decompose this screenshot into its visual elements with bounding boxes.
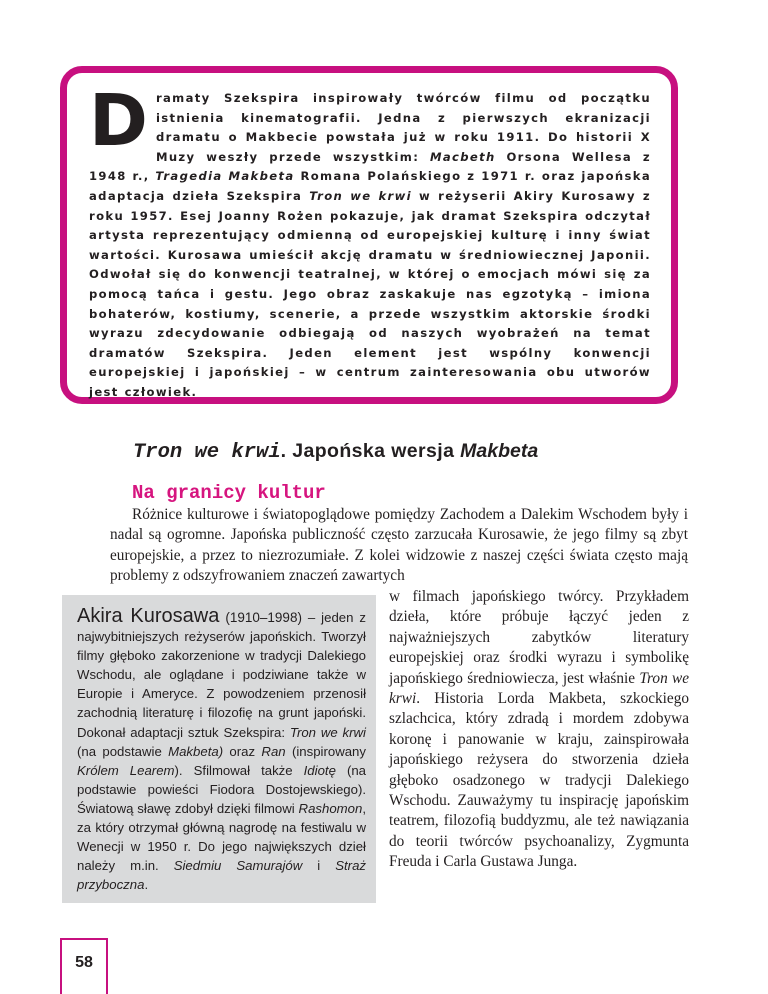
- section-title-italic: Tron we krwi: [133, 441, 281, 464]
- drop-cap: D: [89, 79, 148, 162]
- bio-film: Makbeta): [168, 743, 224, 759]
- bio-text-part: , za który otrzymał główną nagrodę na festiwalu w Wenecji w 1950 r. Do jego największych dzieł należy m.in.: [77, 800, 366, 874]
- intro-box: [60, 66, 678, 404]
- bio-text-part: ). Sfilmował także: [174, 762, 304, 778]
- bio-text-part: – jeden z najwybitniejszych reżyserów japońskich. Tworzył filmy głęboko zakorzenione w tradycji Dalekiego Wschodu, ale oglądane i podziwiane także w Europie i Ameryce. Z powodzeniem przenosił zachodnią literaturę i filozofię na grunt japoński. Dokonał adaptacji sztuk Szekspira:: [77, 610, 366, 740]
- intro-text-part: w reżyserii Akiry Kurosawy z roku 1957. Esej Joanny Rożen pokazuje, jak dramat Szekspira odczytał artysta reprezentujący odmienną od europejskiej kulturę i inny świat wartości. Kurosawa umieścił akcję dramatu w średniowiecznej Japonii. Odwołał się do konwencji teatralnej, w której o emocjach mówi się za pomocą tańca i gestu. Jego obraz zaskakuje nas egzotyką – imiona bohaterów, kostiumy, scenerie, a przede wszystkim aktorskie środki wyrazu zdecydowanie odbiegają od naszych wyobrażeń na temat dramatów Szekspira. Jeden element jest wspólny konwencji europejskiej i japońskiej – w centrum zainteresowania obu utworów jest człowiek.: [89, 188, 651, 399]
- page-number: 58: [75, 954, 93, 971]
- bio-text-part: (na podstawie: [77, 743, 169, 759]
- intro-text-part: Romana Polańskiego z 1971 r. oraz japońska adaptacja dzieła Szekspira: [89, 169, 651, 203]
- film-title-macbeth: Macbeth: [429, 149, 496, 164]
- bio-years: (1910–1998): [219, 610, 302, 625]
- biography-sidebar: [62, 595, 376, 903]
- film-title-tron: Tron we krwi: [309, 188, 413, 203]
- subsection-title: Na granicy kultur: [132, 482, 326, 504]
- intro-text-part: ramaty Szekspira inspirowały twórców filmu od początku istnienia kinematografii. Jedna z pierwszych ekranizacji dramatu o Makbecie powstała już w roku 1911. Do historii X Muzy weszły przede wszystkim:: [155, 91, 651, 164]
- body-text-part: . Historia Lorda Makbeta, szkockiego szlachcica, który zdradą i mordem zdobywa koronę i panowanie w kraju, zainspirowała japońskiego reżysera do stworzenia dzieła głęboko osadzonego w tradycji Dalekiego Wschodu. Zauważymy tu inspirację japońskim teatrem, filozofią buddyzmu, ale też nawiązania do teorii twórców psychoanalizy, Zygmunta Freuda i Carla Gustawa Junga.: [389, 690, 689, 871]
- body-column-paragraph: [389, 587, 689, 873]
- bio-film: Siedmiu Samurajów: [173, 858, 303, 874]
- bio-film: Tron we krwi: [289, 724, 366, 740]
- bio-text-part: .: [144, 877, 149, 893]
- bio-text-part: i: [302, 858, 336, 874]
- body-text-part: w filmach japońskiego twórcy. Przykładem dzieła, które próbuje łączyć jeden z najważniejszych zabytków literatury europejskiej oraz środki wyrazu i symbolikę japońskiego średniowiecza, jest właśnie: [389, 588, 689, 687]
- body-film-title: Tron we krwi: [389, 669, 690, 708]
- section-title: [133, 440, 538, 464]
- section-title-plain: . Japońska wersja: [280, 440, 461, 462]
- film-title-tragedia: Tragedia Makbeta: [155, 169, 295, 184]
- page-number-box: [60, 938, 108, 994]
- bio-film: Straż przyboczna: [77, 858, 366, 893]
- intro-paragraph: [89, 79, 651, 403]
- bio-text-part: oraz: [223, 743, 262, 759]
- bio-name: Akira Kurosawa: [77, 605, 220, 627]
- bio-text-part: (inspirowany: [285, 743, 366, 759]
- bio-text-part: (na podstawie powieści Fiodora Dostojewskiego). Światową sławę zdobył dzięki filmowi: [77, 762, 366, 816]
- bio-film: Idiotę: [303, 762, 336, 778]
- bio-film: Królem Learem: [77, 762, 175, 778]
- biography-text: [77, 607, 366, 894]
- body-lead-paragraph: Różnice kulturowe i światopoglądowe pomiędzy Zachodem a Dalekim Wschodem były i nadal są ogromne. Japońska publiczność często zarzucała Kurosawie, że jego filmy są zbyt europejskie, a przez to niezrozumiałe. Z kolei widzowie z naszej części świata często mają problemy z odszyfrowaniem znaczeń zawartych: [110, 506, 688, 585]
- intro-text-part: Orsona Wellesa z 1948 r.,: [89, 149, 651, 184]
- bio-film: Rashomon: [298, 800, 363, 816]
- bio-film: Ran: [261, 743, 286, 759]
- section-title-italic2: Makbeta: [460, 440, 539, 462]
